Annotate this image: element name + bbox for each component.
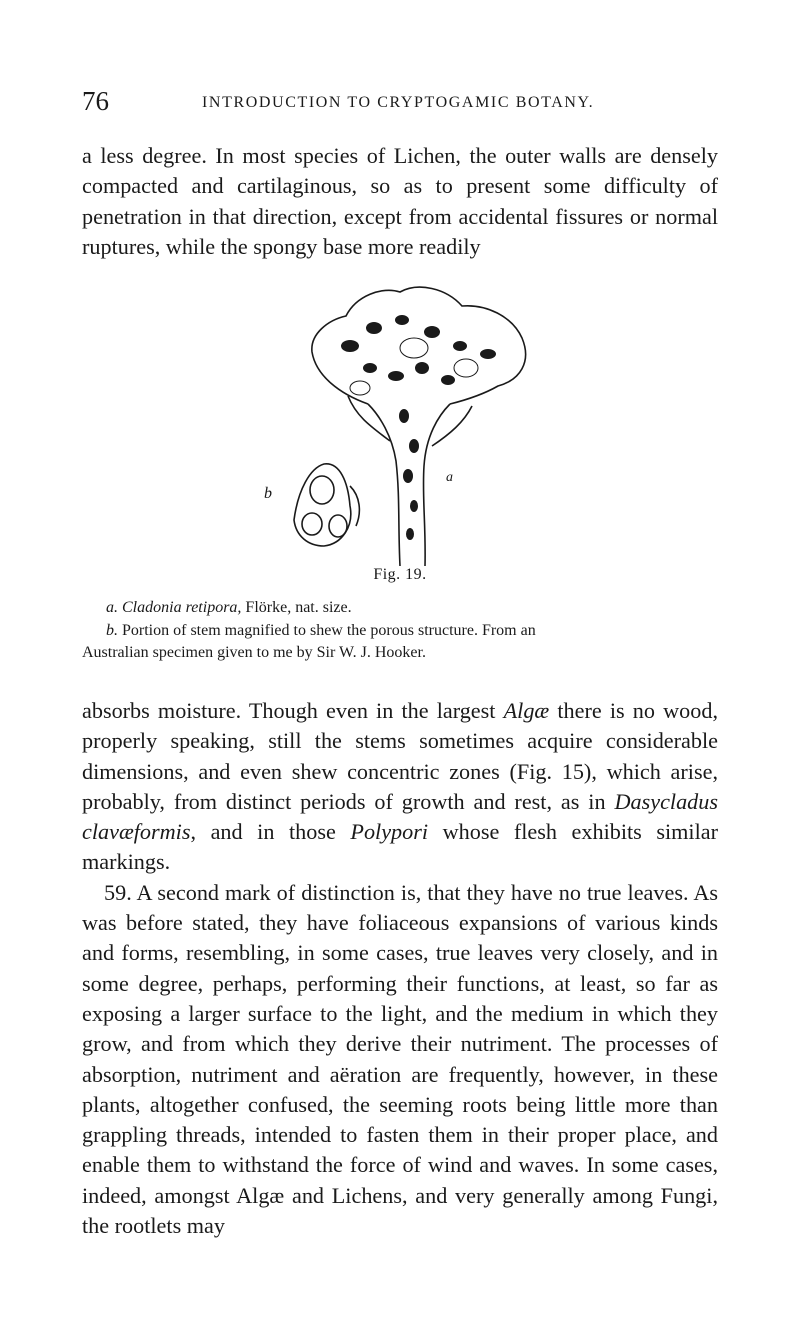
marker-b: b — [264, 485, 272, 502]
term-polypori: Polypori — [350, 819, 429, 845]
lichen-illustration — [250, 276, 550, 568]
paragraph-mid-text — [82, 696, 718, 878]
paragraph-top — [82, 141, 718, 262]
paragraph-mid — [82, 696, 718, 1241]
figure-captions — [82, 597, 722, 665]
caption-a-prefix: a. — [106, 599, 118, 616]
running-head-title: INTRODUCTION TO CRYPTOGAMIC BOTANY. — [202, 94, 595, 111]
caption-b-rest: Portion of stem magnified to shew the porous structure. From an — [122, 621, 536, 639]
caption-b-continuation: Australian specimen given to me by Sir W. J. Hooker. — [82, 644, 426, 661]
caption-a — [82, 597, 722, 620]
paragraph-mid-part-1: absorbs moisture. Though even in the largest — [82, 698, 504, 723]
branch-left — [348, 396, 390, 441]
paragraph-mid-part-2: there is no wood, properly speaking, still the stems sometimes acquire considerable dimensions, and even shew concentric zones (Fig. 15), which arise, probably, from distinct periods of growth and rest, as in — [82, 698, 718, 814]
paragraph-mid-part-4: whose flesh exhibits similar markings. — [82, 819, 718, 875]
caption-b — [82, 620, 722, 643]
term-algae: Algæ — [503, 698, 550, 723]
magnified-portion — [294, 464, 359, 546]
paragraph-59: 59. A second mark of distinction is, that they have no true leaves. As was before stated, they have foliaceous expansions of various kinds and forms, resembling, in some cases, true leaves very closely, and in some degree, perhaps, performing their functions, at least, so far as exposing a larger surface to the light, and the medium in which they grow, and from which they derive their nutriment. The processes of absorption, nutriment and aëration are frequently, however, in these plants, altogether confused, the seeming roots being little more than grappling threads, intended to fasten them in their proper place, and enable them to withstand the force of wind and waves. In some cases, indeed, amongst Algæ and Lichens, and very generally among Fungi, the rootlets may — [82, 879, 718, 1239]
caption-a-rest: Flörke, nat. size. — [245, 599, 352, 616]
page-number: 76 — [82, 86, 109, 116]
term-dasycladus: Dasycladus clavæformis — [82, 788, 718, 845]
branch-right — [432, 406, 472, 446]
caption-a-species: Cladonia retipora, — [122, 599, 242, 616]
running-head — [82, 86, 722, 122]
figure-label: Fig. 19. — [373, 566, 427, 583]
stem-right-edge — [423, 404, 450, 566]
caption-b-prefix: b. — [106, 621, 118, 639]
marker-a: a — [446, 470, 453, 485]
paragraph-top-text: a less degree. In most species of Lichen, the outer walls are densely compacted and cartilaginous, so as to present some difficulty of penetration in that direction, except from accidental fissures or normal ruptures, while the spongy base more readily — [82, 143, 718, 259]
paragraph-mid-part-3: , and in those — [190, 819, 351, 845]
